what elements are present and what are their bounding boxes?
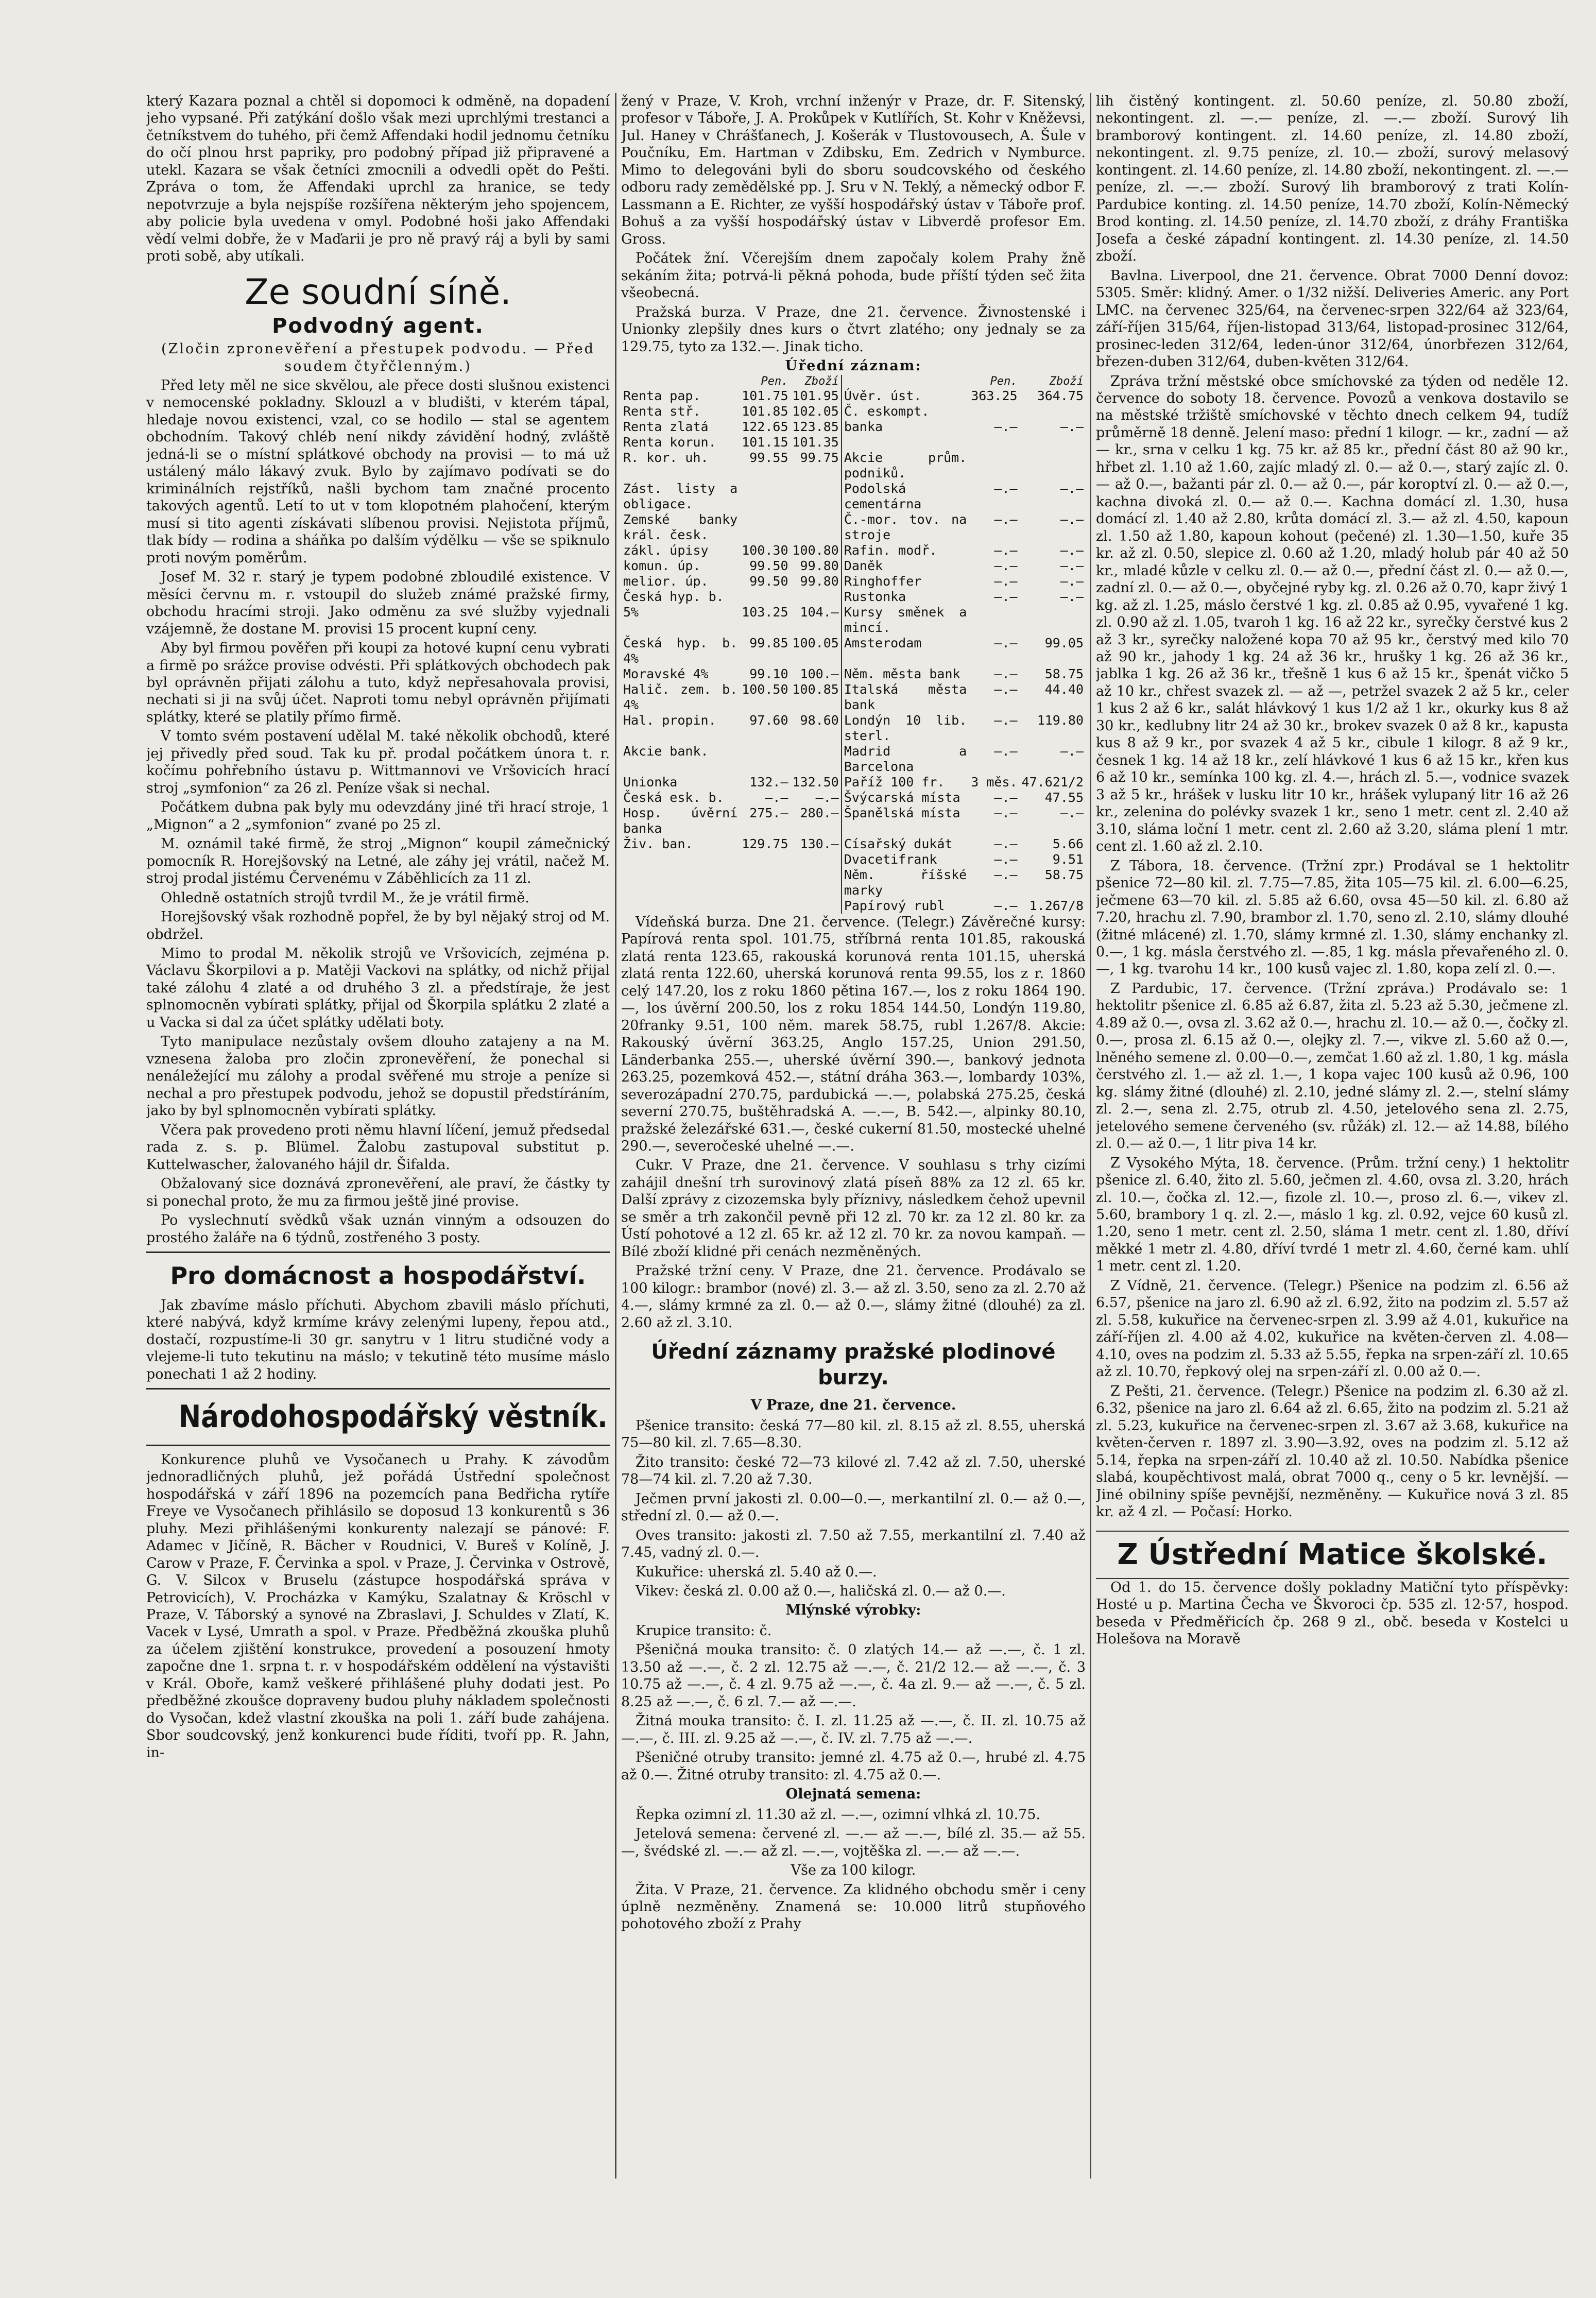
table-cell: Unionka (623, 774, 678, 790)
table-cell: 100.50 (742, 681, 788, 697)
table-cell: —.— (1060, 743, 1084, 759)
table-cell: —.— (994, 836, 1018, 851)
table-cell (791, 512, 842, 543)
table-row (621, 898, 1086, 914)
section-heading-matice: Z Ústřední Matice školské. (1117, 1538, 1548, 1572)
table-cell: Rafin. modř. (842, 543, 969, 558)
table-cell: Hosp. úvěrní banka (623, 805, 738, 836)
table-cell: —.— (994, 743, 1018, 759)
table-cell (740, 852, 790, 867)
article-paragraph: Z Vídně, 21. července. (Telegr.) Pšenice na podzim zl. 6.56 až 6.57, pšenice na jaro zl. 6.90 až zl. 6.92, žito na podzim zl. 5.57 až zl. 5.58, kukuřice na červenec-srpen zl. 3.99 až 4.01, kukuřice na září-říjen zl. 4.00 až 4.02, kukuřice na květen-červen zl. 4.08—4.10, oves na podzim zl. 5.33 až 5.55, řepka na srpen-září zl. 10.65 až zl. 10.70, řepkový olej na srpen-září zl. 0.00 až 0.—. (1096, 1277, 1569, 1380)
table-cell: 99.85 (749, 635, 788, 650)
table-cell: 47.621/2 (1021, 774, 1084, 790)
article-paragraph: Pšenice transito: česká 77—80 kil. zl. 8.15 až zl. 8.55, uherská 75—80 kil. zl. 7.65—8.30. (621, 1417, 1086, 1451)
article-paragraph: Od 1. do 15. července došly pokladny Matiční tyto příspěvky: Hosté u p. Martina Čecha ve Škvoroci čp. 535 zl. 12·57, hospod. beseda v Předměřicích čp. 268 9 zl., obč. beseda v Kostelci u Holešova na Moravě (1096, 1579, 1569, 1648)
table-cell (1020, 435, 1086, 450)
table-cell: Česká esk. b. (623, 790, 724, 805)
table-cell: Rustonka (842, 589, 969, 605)
divider (146, 1388, 610, 1390)
table-cell: 5.66 (1052, 836, 1084, 851)
table-cell: —.— (994, 790, 1018, 805)
table-cell: —.— (994, 805, 1018, 820)
article-paragraph: Po vyslechnutí svědků však uznán vinným a odsouzen do prostého žaláře na 6 týdnů, zostřeného 3 posty. (146, 1212, 610, 1246)
table-cell (740, 744, 790, 775)
article-paragraph: Žito transito: české 72—73 kilové zl. 7.42 až zl. 7.50, uherské 78—74 kil. zl. 7.20 až 7.30. (621, 1454, 1086, 1488)
article-paragraph: Horejšovský však rozhodně popřel, že by byl nějaký stroj od M. obdržel. (146, 909, 610, 942)
table-cell: 100.05 (792, 635, 839, 650)
table-cell (791, 852, 842, 867)
table-cell: Živ. ban. (623, 836, 693, 851)
article-text: který Kazara poznal a chtěl si dopomoci k odměně, na dopadení jeho vypsané. Při zatýkání došlo však mezi uprchlými trestanci a četníkstvem do tuhého, při čemž Affendaki hodil jednomu četníku do očí plnou hrst papriky, pro podobný případ již připravené a utekl. Kazara se však četníci zmocnili a odvedli opět do Pešti. Zpráva o tom, že Affendaki uprchl za hranice, se tedy nepotvrzuje a byla nejspíše rozšířena některým jeho spojencem, aby policie byla uvedena v omyl. Podobné hoši jako Affendaki vědí velmi dobře, že v Maďarii je pro ně pravý ráj a byli by sami proti sobě, aby utíkali. (146, 93, 610, 265)
table-cell: 363.25 (971, 388, 1018, 403)
table-cell (1020, 404, 1086, 419)
divider (146, 1445, 610, 1446)
table-row (621, 867, 1086, 898)
column-2 (621, 93, 1086, 2245)
table-cell: 101.85 (742, 403, 788, 419)
table-cell: —.— (1060, 589, 1084, 604)
table-cell: Hal. propin. (623, 712, 716, 728)
article-paragraph: Mimo to prodal M. několik strojů ve Vršovicích, zejména p. Václavu Škorpilovi a p. Matěji Vackovi na splátky, od nichž přijal také zálohu 4 zlaté a od druhého 3 zl. a předstíraje, že jest splnomocněn vybírati splátky, přijal od Škorpila splátku 2 zlaté a u Vacka si dal za účet splátky udělati boty. (146, 946, 610, 1031)
table-cell: 122.65 (742, 419, 788, 434)
table-cell: Renta pap. (623, 388, 701, 403)
table-cell: 103.25 (742, 604, 788, 620)
table-cell (740, 589, 790, 605)
article-paragraph: Josef M. 32 r. starý je typem podobné zbloudilé existence. V měsíci červnu m. r. vstoupil do služeb známé pražské firmy, obchodu hracími stroji. Jako odměnu za své služby vyjednali vzájemně, že dostane M. provisi 15 procent kupní ceny. (146, 569, 610, 637)
table-cell: 99.80 (800, 573, 839, 589)
table-row (621, 744, 1086, 775)
table-cell: 132.50 (792, 774, 839, 790)
table-cell: Amsterodam (842, 636, 969, 666)
table-cell: 99.10 (749, 666, 788, 681)
table-cell: 100.30 (742, 542, 788, 558)
article-paragraph: M. oznámil také firmě, že stroj „Mignon“ koupil zámečnický pomocník R. Horejšovský na Letné, ale záhy jej vrátil, načež M. stroj prodal jistému Červenému v Záběhlicích za 11 zl. (146, 836, 610, 887)
table-cell: Česká hyp. b. 4% (623, 635, 738, 666)
table-cell: —.— (994, 511, 1018, 527)
table-cell: 100.— (800, 666, 839, 681)
table-cell: —.— (994, 898, 1018, 913)
table-cell: 58.75 (1044, 867, 1084, 882)
table-cell: Renta zlatá (623, 419, 709, 434)
table-cell: 99.80 (800, 558, 839, 573)
table-row (621, 388, 1086, 404)
table-row (621, 589, 1086, 605)
table-cell: zákl. úpisy (623, 542, 709, 558)
table-cell: Italská města bank (842, 682, 969, 713)
table-cell: Londýn 10 lib. sterl. (842, 713, 969, 744)
article-paragraph: Jetelová semena: červené zl. —.— až —.—, bílé zl. 35.— až 55.—, švédské zl. —.— až zl. —.—, vojtěška zl. —.— až —.—. (621, 1826, 1086, 1859)
table-cell: —.— (994, 481, 1018, 496)
article-paragraph: Řepka ozimní zl. 11.30 až zl. —.—, ozimní vlhká zl. 10.75. (636, 1806, 1041, 1823)
table-cell (969, 435, 1019, 450)
table-cell: Španělská místa (842, 805, 969, 836)
article-paragraph: Konkurence pluhů ve Vysočanech u Prahy. K závodům jednoradličných pluhů, jež pořádá Ústřední společnost hospodářská v září 1896 na pozemcích pana Bedřicha rytíře Freye ve Vysočanech přihlásilo se doposud 13 konkurentů s 36 pluhy. Mezi přihlášenými konkurenty nalezají se pánové: F. Adamec v Jičíně, R. Bächer v Roudnici, V. Bureš v Kolíně, J. Carow v Praze, F. Červinka a spol. v Praze, J. Červinka v Ostrově, G. V. Silcox v Bruselu (zástupce hospodářská správa v Petrovicích), V. Procházka v Kamýku, Szalatnay & Kröschl v Praze, V. Táborský a synové na Zbraslavi, J. Schuldes v Zlatí, K. Vacek v Lysé, Umrath a spol. v Praze. Předběžná zkouška pluhů za účelem zjištění konstrukce, provedení a posouzení hmoty započne dne 1. srpna t. r. v hospodářském oddělení na výstavišti v Král. Oboře, kamž veškeré přihlášené pluhy dodati jest. Po předběžné zkoušce dopraveny budou pluhy nákladem společnosti do Vysočan, kdež vlastní zkouška na poli 1. září bude zahájena. Sbor soudcovský, jenž konkurenci bude říditi, tvoří pp. R. Jahn, in- (146, 1451, 610, 1761)
table-cell: —.— (1060, 542, 1084, 558)
table-cell: Halič. zem. b. 4% (623, 681, 738, 712)
table-cell: —.— (1060, 558, 1084, 573)
article-paragraph: Pražská burza. V Praze, dne 21. července. Živnostenské i Unionky zlepšily dnes kurs o čtvrt zlatého; ony jednaly se za 129.75, tyto za 132.—. Jinak ticho. (621, 304, 1086, 355)
article-paragraph: Počátek žní. Včerejším dnem započaly kolem Prahy žně sekáním žita; potrvá-li pěkná pohoda, bude příští týden seč žita všeobecná. (621, 250, 1086, 301)
article-paragraph: Jak zbavíme máslo příchuti. Abychom zbavili máslo příchuti, které nabývá, když krmíme krávy zelenými lupeny, řepou atd., dostačí, rozpustíme-li 30 gr. sanytru v 1 litru studičné vody a vlejeme-li tuto tekutinu na máslo; v tekutině této musíme máslo ponechati 1 až 2 hodiny. (146, 1297, 610, 1382)
table-row (621, 481, 1086, 512)
subheading: Olejnatá semena: (785, 1786, 921, 1803)
table-cell: Císařský dukát (842, 836, 969, 852)
table-cell: 132.— (749, 774, 788, 790)
table-cell: Švýcarská místa (842, 790, 969, 805)
table-cell: 97.60 (749, 712, 788, 728)
table-cell: 99.75 (800, 450, 839, 465)
article-title-fraud-agent: Podvodný agent. (272, 314, 484, 338)
table-cell: —.— (994, 666, 1018, 681)
table-row (621, 605, 1086, 636)
article-paragraph: Zpráva tržní městské obce smíchovské za týden od neděle 12. července do soboty 18. července. Povozů a venkova dostavilo se na městské tržiště smíchovské v těchto dnech celkem 94, tudíž průměrně 18 denně. Jelení maso: přední 1 kilogr. — kr., zadní — až — kr., srna v celku 1 kg. 75 kr. až 85 kr., přední část 80 až 90 kr., hřbet zl. 1.10 až 1.60, zajíc mladý zl. 0.— až 0.—, starý zajíc zl. 0.— až 0.—, bažanti pár zl. 0.— až 0.—, pár koroptví zl. 0.— až 0.—, kachna divoká zl. 0.— až 0.—. Kachna domácí zl. 1.30, husa domácí zl. 1.40 až 2.80, krůta domácí zl. 3.— až zl. 4.50, kapoun zl. 1.50 až 1.80, kapoun kohout (pečené) zl. 1.30—1.50, kuře 35 kr. až zl. 0.50, slepice zl. 0.60 až 1.20, mladý holub pár 40 až 50 kr., mladé kůzle v celku zl. 0.— až 0.—, přední část zl. 0.— až 0.—, zadní zl. 0.— až 0.—, obyčejné ryby kg. zl. 0.26 až 0.70, kapr živý 1 kg. až zl. 1.25, máslo čerstvé 1 kg. zl. 0.85 až 0.95, vyvařené 1 kg. zl. 0.90 až zl. 1.05, tvaroh 1 kg. 16 až 22 kr., syrečky čerstvé kus 2 až 3 kr., syrečky naložené kopa 70 až 95 kr., čerstvý med kilo 70 až 90 kr., jahody 1 kg. 24 až 36 kr., hrušky 1 kg. 26 až 36 kr., jablka 1 kg. 26 až 36 kr., třešně 1 kus 6 až 15 kr., špenát vičko 5 až 10 kr., chřest svazek zl. — až —, petržel svazek 2 až 5 kr., celer 1 kus 2 až 6 kr., salát hlávkový 1 kus 1/2 až 1 kr., okurky kus 8 až 30 kr., kedlubny litr 24 až 30 kr., brokev svazek 0 až 8 kr., kapusta kus 8 až 9 kr., por svazek 4 až 5 kr., cibule 1 kilogr. 8 až 9 kr., česnek 1 kg. 14 až 18 kr., zelí hlávkové 1 kus 6 až 15 kr., křen kus 6 až 10 kr., semínka 100 kg. zl. 4.—, hrách zl. 5.—, vodnice svazek 3 až 5 kr., hrášek v lusku litr 10 kr., hrášek vylupaný litr 16 až 26 kr., zelenina do polévky svazek 1 kr., seno 1 metr. cent zl. 2.40 až 3.10, sláma loční 1 metr. cent zl. 2.60 až 3.20, sláma plení 1 mtr. cent zl. 1.60 až zl. 2.10. (1096, 373, 1569, 855)
table-cell: —.— (1060, 419, 1084, 434)
table-row (621, 450, 1086, 481)
table-cell: Ringhoffer (842, 574, 969, 589)
table-cell: Akcie bank. (623, 743, 709, 759)
table-cell: 130.— (800, 836, 839, 851)
table-cell (740, 481, 790, 512)
article-paragraph: Cukr. V Praze, dne 21. července. V souhlasu s trhy cizími zahájil dnešní trh surovinový zlatá píseň 88% za 12 zl. 65 kr. Další zprávy z cizozemska byly příznivy, následkem čehož upevnil se směr a trh zakončil pevně při 12 zl. 70 kr. za 12 zl. 80 kr. za Ústí pohotové a 12 zl. 65 kr. až 12 zl. 70 kr. za novou kampaň. — Bílé zboží klidné při cenách nezměněných. (621, 1157, 1086, 1260)
table-cell: 9.51 (1052, 851, 1084, 867)
article-paragraph: Ječmen první jakosti zl. 0.00—0.—, merkantilní zl. 0.— až 0.—, střední zl. 0.— až 0.—. (621, 1490, 1086, 1524)
table-header: Pen. Zboží Pen. Zboží (761, 374, 1084, 388)
article-paragraph: Žitná mouka transito: č. I. zl. 11.25 až —.—, č. II. zl. 10.75 až —.—, č. III. zl. 9.25 až —.—, č. IV. zl. 7.75 až —.—. (621, 1713, 1086, 1746)
table-cell: 3 měs. (971, 774, 1018, 790)
article-paragraph: Z Tábora, 18. července. (Tržní zpr.) Prodával se 1 hektolitr pšenice 72—80 kil. zl. 7.75—7.85, žita 105—75 kil. zl. 6.00—6.25, ječmene 63—70 kil. zl. 5.85 až 6.60, ovsa 45—50 kil. zl. 6.80 až 7.20, hrachu zl. 7.90, brambor zl. 1.70, seno zl. 2.10, slámy dlouhé (žitné mlácené) zl. 1.70, slámy krmné zl. 1.30, slámy enchanky zl. 0.—, 1 kg. másla čerstvého zl. —.85, 1 kg. másla převařeného zl. 0.—, 1 kg. tvarohu 14 kr., 100 kusů vajec zl. 1.80, kopa zelí zl. 0.—. (1096, 858, 1569, 977)
table-cell: 58.75 (1044, 666, 1084, 681)
article-paragraph: Před lety měl ne sice skvělou, ale přece dosti slušnou existenci v nemocenské pokladny. Sklouzl a v bludišti, v kterém tápal, hledaje novou existenci, vzal, co se hodilo — stal se agentem obchodním. Takový chléb není nikdy závidění hodný, zvláště jedná-li se o místní splátkové obchody na provisi — to má už ustálený málo lákavý zvuk. Bylo by zajímavo podívati se do kriminálních rejstříků, našli bychom tam značné procento takových agentů. Letí to ut v tom klopotném plahočení, kterým musí si tito agenti získávati slíbenou provisi. Nejistota příjmů, tlak bídy — rodina a sháňka po dalším výdělku — vše se spiknulo proti novým poměrům. (146, 378, 610, 566)
article-text: lih čistěný kontingent. zl. 50.60 peníze, zl. 50.80 zboží, nekontingent. zl. —.— peníze, zl. —.— zboží. Surový lih bramborový kontingent. zl. 14.60 peníze, zl. 14.80 zboží, nekontingent. zl. 9.75 peníze, zl. 10.— zboží, surový melasový kontingent. zl. 14.60 peníze, zl. 14.80 zboží, nekontingent. zl. —.— peníze, zl. —.— zboží. Surový lih bramborový z trati Kolín-Pardubice konting. zl. 14.50 peníze, 14.70 zboží, Kolín-Německý Brod konting. zl. 14.50 peníze, zl. 14.70 zboží, z dráhy Františka Josefa a české západní kontingent. zl. 14.30 peníze, zl. 14.50 zboží. (1096, 93, 1569, 265)
article-paragraph: Pražské tržní ceny. V Praze, dne 21. července. Prodávalo se 100 kilogr.: brambor (nové) zl. 3.— až zl. 3.50, seno za zl. 2.70 až 4.—, slámy krmné za zl. 0.— až 0.—, slámy žitné (dlouhé) za zl. 2.60 až zl. 3.10. (621, 1263, 1086, 1331)
table-cell: —.— (994, 867, 1018, 882)
table-cell: 98.60 (800, 712, 839, 728)
table-cell: Zást. listy a obligace. (623, 481, 738, 511)
table-row (621, 419, 1086, 435)
table-row (621, 836, 1086, 852)
table-row (621, 852, 1086, 867)
article-paragraph: Z Pardubic, 17. července. (Tržní zpráva.) Prodávalo se: 1 hektolitr pšenice zl. 6.85 až 6.87, žita zl. 5.23 až 5.30, ječmene zl. 4.89 až 0.—, ovsa zl. 3.62 až 0.—, hrachu zl. 10.— až 0.—, čočky zl. 0.—, prosa zl. 6.15 až 0.—, olejky zl. 7.—, vikve zl. 5.60 až 0.—, lněného semene zl. 0.00—0.—, zemčat 1.60 až zl. 1.80, 1 kg. másla čerstvého zl. 1.— až zl. 1.—, 1 kopa vajec 100 kusů až 0.96, 100 kg. slámy žitné (dlouhé) zl. 2.10, jedné slámy zl. 2.—, stelní slámy zl. 2.—, sena zl. 2.75, otrub zl. 4.50, jetelového sena zl. 2.75, jetelového semene červeného (sv. růžák) zl. 12.— až 14.88, bílého zl. 0.— až 0.—, 1 litr piva 14 kr. (1096, 980, 1569, 1152)
article-paragraph: Aby byl firmou pověřen při koupi za hotové kupní cenu vybrati a firmě po srážce provise odvésti. Při splátkových obchodech pak byl oprávněn přijati zálohu a tuto, když nepřesahovala provisi, nechati si ji na svůj účet. Naproti tomu nebyl oprávněn přijímati splátky, které se platily přímo firmě. (146, 640, 610, 725)
table-cell: 5% (623, 604, 639, 620)
table-cell: 101.35 (792, 434, 839, 450)
article-paragraph: Tyto manipulace nezůstaly ovšem dlouho zatajeny a na M. vznesena žaloba pro zločin zpronevěření, že ponechal si nenáležející mu zálohy a prodal svěřené mu stroje a peníze si nechal a pro přestupek podvodu, jehož se dopustil předstíráním, jako by byl splnomocněn vybírati splátky. (146, 1034, 610, 1119)
table-cell (969, 404, 1019, 419)
table-row (621, 558, 1086, 574)
table-cell: Č. eskompt. (842, 404, 969, 419)
article-paragraph: Pšeničná mouka transito: č. 0 zlatých 14.— až —.—, č. 1 zl. 13.50 až —.—, č. 2 zl. 12.75 až —.—, č. 21/2 12.— až —.—, č. 3 10.75 až —.—, č. 4 zl. 9.75 až —.—, č. 4a zl. 9.— až —.—, č. 5 zl. 8.25 až —.—, č. 6 zl. 7.— až —.—. (621, 1642, 1086, 1710)
article-paragraph: Obžalovaný sice doznává zpronevěření, ale praví, že částky ty si ponechal proto, že mu za firmou ještě jiné provise. (146, 1176, 610, 1209)
column-rule (615, 93, 616, 2179)
table-cell: —.— (765, 790, 788, 805)
table-cell: 1.267/8 (1029, 898, 1084, 913)
stock-table-title: Úřední záznam: (785, 358, 922, 374)
table-cell: 101.75 (742, 388, 788, 403)
table-cell: Dvacetifrank (842, 852, 969, 867)
table-row (621, 666, 1086, 682)
table-cell: 101.15 (742, 434, 788, 450)
table-cell: 275.— (749, 805, 788, 820)
table-cell: —.— (994, 681, 1018, 697)
table-cell (791, 898, 842, 914)
table-cell: 129.75 (742, 836, 788, 851)
article-note: (Zločin zpronevěření a přestupek podvodu. — Před soudem čtyřčlenným.) (161, 341, 595, 374)
table-cell (791, 867, 842, 898)
article-paragraph: Včera pak provedeno proti němu hlavní líčení, jemuž předsedal rada z. s. p. Blümel. Žalobu zastupoval substitut p. Kuttelwascher, žalovaného hájil dr. Šifalda. (146, 1122, 610, 1173)
table-cell: Úvěr. úst. (842, 388, 969, 404)
table-cell: banka (842, 419, 969, 435)
table-cell: —.— (1060, 805, 1084, 820)
table-cell (791, 589, 842, 605)
table-cell: —.— (994, 589, 1018, 604)
table-cell (969, 450, 1019, 481)
column-1 (146, 93, 610, 2245)
stock-table (621, 375, 1086, 914)
article-text: žený v Praze, V. Kroh, vrchní inženýr v Praze, dr. F. Sitenský, profesor v Táboře, J. A. Prokůpek v Kutlířích, St. Kohr v Kněževsi, Jul. Haney v Chrášťanech, J. Košerák v Tlustovousech, A. Šule v Poučníku, Em. Hartman v Zdibsku, Em. Zedrich v Nymburce. Mimo to delegováni byli do sboru soudcovského od českého odboru rady zemědělské pp. J. Sru v N. Teklý, a německý odbor F. Lassmann a E. Richter, ze vyšší hospodářský ústav v Táboře prof. Bohuš a za vyšší hospodářský ústav v Libverdě profesor Em. Gross. (621, 93, 1086, 247)
table-cell: Č.-mor. tov. na stroje (842, 512, 969, 543)
table-cell: 101.95 (792, 388, 839, 403)
table-cell: 47.55 (1044, 790, 1084, 805)
table-cell: —.— (994, 573, 1018, 589)
table-cell (1020, 450, 1086, 481)
table-row (621, 805, 1086, 836)
table-cell: 364.75 (1037, 388, 1084, 403)
table-cell (621, 852, 740, 867)
table-cell: Renta stř. (623, 403, 701, 419)
column-rule (1090, 93, 1091, 2179)
article-paragraph: Bavlna. Liverpool, dne 21. července. Obrat 7000 Denní dovoz: 5305. Směr: klidný. Amer. o 1/32 nižší. Deliveries Americ. any Port LMC. na červenec 325/64, na červenec-srpen 322/64 až 323/64, září-říjen 315/64, říjen-listopad 313/64, listopad-prosinec 312/64, prosinec-leden 312/64, leden-únor 312/64, únorbřezen 312/64, březen-duben 312/64, duben-květen 312/64. (1096, 267, 1569, 370)
article-paragraph: Vikev: česká zl. 0.00 až 0.—, haličská zl. 0.— až 0.—. (636, 1583, 1006, 1600)
table-cell: Madrid a Barcelona (842, 744, 969, 775)
table-row (621, 775, 1086, 790)
subheading: Mlýnské výrobky: (785, 1602, 921, 1619)
table-cell: —.— (994, 558, 1018, 573)
table-cell: Česká hyp. b. (623, 589, 724, 604)
article-paragraph: Oves transito: jakosti zl. 7.50 až 7.55, merkantilní zl. 7.40 až 7.45, vadný zl. 0.—. (621, 1527, 1086, 1561)
table-row (621, 543, 1086, 558)
table-cell: 100.85 (792, 681, 839, 697)
table-row (621, 682, 1086, 713)
table-cell: —.— (1060, 481, 1084, 496)
table-cell: Podolská cementárna (842, 481, 969, 512)
table-cell: 99.50 (749, 573, 788, 589)
article-paragraph: Pšeničné otruby transito: jemné zl. 4.75 až 0.—, hrubé zl. 4.75 až 0.—. Žitné otruby transito: zl. 4.75 až 0.—. (621, 1750, 1086, 1783)
article-paragraph: Vídeňská burza. Dne 21. července. (Telegr.) Závěrečné kursy: Papírová renta spol. 101.75, stříbrná renta 101.85, rakouská zlatá renta 123.65, rakouská korunová renta 101.15, uherská zlatá renta 122.60, uherská korunová renta 99.55, los z r. 1860 celý 147.20, los z roku 1860 pětina 167.—, los z roku 1864 190.—, los úvěrní 200.50, los z roku 1854 144.50, Londýn 119.80, 20franky 9.51, 100 něm. marek 58.75, rubl 1.267/8. Akcie: Rakouský úvěrní 363.25, Anglo 157.25, Union 291.50, Länderbanka 255.—, uherské úvěrní 390.—, bankový jednota 263.25, pozemková 452.—, státní dráha 363.—, lombardy 103%, severozápadní 270.75, pardubická —.—, polabská 275.25, česká severní 270.75, buštěhradská A. —.—, B. 542.—, alpinky 80.10, pražské železářské 631.—, české cukerní 81.50, mostecké uhelné 290.—, severočeské uhelné —.—. (621, 914, 1086, 1154)
article-paragraph: Z Vysokého Mýta, 18. července. (Prům. tržní ceny.) 1 hektolitr pšenice zl. 6.40, žito zl. 5.60, ječmen zl. 4.60, ovsa zl. 3.20, hrách zl. 10.—, čočka zl. 12.—, fizole zl. 10.—, proso zl. 6.—, vikev zl. 5.60, brambory 1 q. zl. 2.—, máslo 1 kg. zl. 0.92, vejce 60 kusů zl. 1.20, seno 1 metr. cent zl. 2.50, sláma 1 metr. cent zl. 1.80, dříví měkké 1 metr zl. 4.80, dříví tvrdé 1 metr zl. 4.60, černé kam. uhlí 1 metr. cent zl. 1.20. (1096, 1155, 1569, 1275)
table-cell: Zemské banky král. česk. (623, 511, 738, 542)
table-cell: Renta korun. (623, 434, 716, 450)
table-cell (842, 435, 969, 450)
table-cell: Akcie prům. podniků. (842, 450, 969, 481)
table-cell: Daněk (842, 558, 969, 574)
section-box (1096, 1531, 1569, 1579)
table-cell: —.— (994, 419, 1018, 434)
table-cell: —.— (1060, 511, 1084, 527)
column-3 (1096, 93, 1569, 2245)
table-cell: —.— (994, 635, 1018, 650)
table-cell: —.— (815, 790, 839, 805)
table-cell: —.— (1060, 573, 1084, 589)
dateline: V Praze, dne 21. července. (750, 1397, 956, 1414)
table-cell: 99.05 (1044, 635, 1084, 650)
table-cell (1020, 605, 1086, 636)
table-cell (740, 898, 790, 914)
table-cell: 99.50 (749, 558, 788, 573)
article-paragraph: Krupice transito: č. (636, 1622, 772, 1639)
table-cell (791, 744, 842, 775)
section-heading-household: Pro domácnost a hospodářství. (170, 1261, 586, 1290)
table-cell (740, 867, 790, 898)
article-paragraph: Kukuřice: uherská zl. 5.40 až 0.—. (636, 1564, 877, 1580)
note: Vše za 100 kilogr. (791, 1862, 916, 1879)
table-cell (621, 898, 740, 914)
table-cell (969, 605, 1019, 636)
table-cell: 102.05 (792, 403, 839, 419)
table-cell: Něm. města bank (842, 666, 969, 682)
table-cell: 100.80 (792, 542, 839, 558)
table-cell: Kursy směnek a mincí. (842, 605, 969, 636)
article-paragraph: Žita. V Praze, 21. července. Za klidného obchodu směr i ceny úplně nezměněny. Znamená se: 10.000 litrů stupňového pohotového zboží z Prahy (621, 1881, 1086, 1932)
divider (146, 1251, 610, 1253)
table-cell: 104.— (800, 604, 839, 620)
table-cell: —.— (994, 542, 1018, 558)
section-heading-court: Ze soudní síně. (245, 271, 511, 313)
table-row (621, 713, 1086, 744)
table-cell: 99.55 (749, 450, 788, 465)
table-row (621, 404, 1086, 419)
table-cell: —.— (994, 712, 1018, 728)
table-row (621, 435, 1086, 450)
article-paragraph: V tomto svém postavení udělal M. také několik obchodů, které jej přivedly před soud. Tak ku př. prodal počátkem února t. r. kočímu pohřebního ústavu p. Wittmannovi ve Vršovicích hrací stroj „symfonion“ za 26 zl. Peníze však si nechal. (146, 728, 610, 796)
table-cell (740, 512, 790, 543)
table-cell: —.— (994, 851, 1018, 867)
table-cell (791, 481, 842, 512)
table-cell: 280.— (800, 805, 839, 820)
table-row (621, 512, 1086, 543)
table-row (621, 574, 1086, 589)
table-row (621, 636, 1086, 666)
table-cell (621, 867, 740, 898)
table-cell: 119.80 (1037, 712, 1084, 728)
article-paragraph: Z Pešti, 21. července. (Telegr.) Pšenice na podzim zl. 6.30 až zl. 6.32, pšenice na jaro zl. 6.64 až zl. 6.65, žito na podzim zl. 5.21 až zl. 5.23, kukuřice na červenec-srpen zl. 3.67 až 3.68, kukuřice na květen-červen r. 1897 zl. 3.90—3.92, oves na podzim zl. 5.12 až 5.14, řepka na srpen-září zl. 10.40 až zl. 10.50. Nabídka pšenice slabá, koupěchtivost malá, obrat 7000 q., ceny o 5 kr. levnější. — Jiné obilniny spíše pevnější, nezměněny. — Kukuřice nová 3 zl. 85 kr. až 4 zl. — Počasí: Horko. (1096, 1383, 1569, 1520)
article-paragraph: Počátkem dubna pak byly mu odevzdány jiné tři hrací stroje, 1 „Mignon“ a 2 „symfonion“ zvané po 25 zl. (146, 799, 610, 833)
table-row (621, 790, 1086, 805)
table-cell: 44.40 (1044, 681, 1084, 697)
table-cell: Papírový rubl (842, 898, 969, 914)
table-cell: 123.85 (792, 419, 839, 434)
table-cell: Něm. říšské marky (842, 867, 969, 898)
section-heading-economy: Národohospodářský věstník. (179, 1399, 608, 1435)
table-cell: Paříž 100 fr. (842, 775, 969, 790)
section-heading-commodity: Úřední záznamy pražské plodinové burzy. (651, 1340, 1056, 1390)
article-paragraph: Ohledně ostatních strojů tvrdil M., že je vrátil firmě. (161, 889, 529, 906)
table-cell: Moravské 4% (623, 666, 709, 681)
table-cell: melior. úp. (623, 573, 709, 589)
table-cell: R. kor. uh. (623, 450, 709, 465)
table-cell: komun. úp. (623, 558, 701, 573)
